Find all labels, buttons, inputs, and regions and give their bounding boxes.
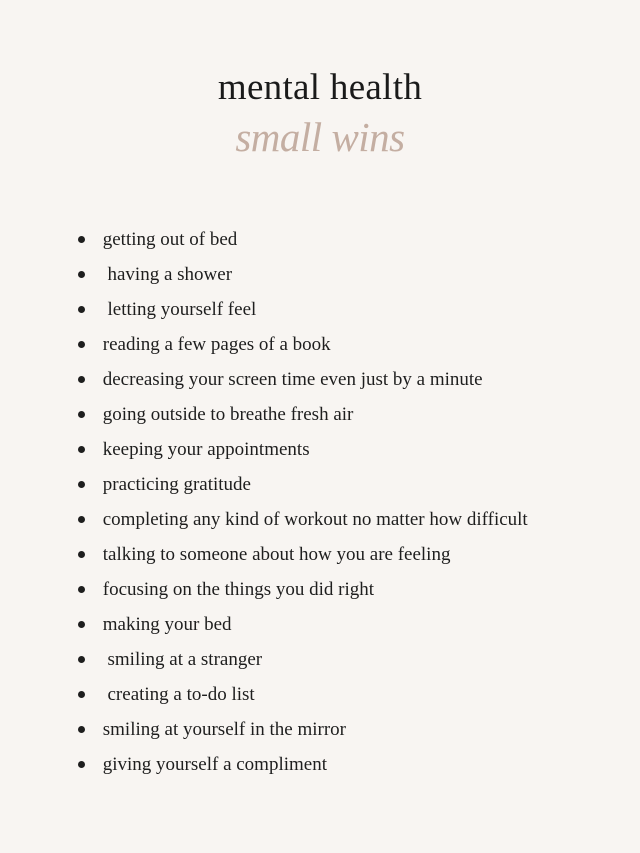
- list-item: [78, 502, 528, 537]
- list-item-text: talking to someone about how you are feeling: [98, 544, 451, 565]
- list-item-text: smiling at a stranger: [98, 649, 263, 670]
- list-item-text: reading a few pages of a book: [98, 334, 331, 355]
- list-item: [78, 607, 528, 642]
- list-item: [78, 537, 528, 572]
- bullet-dot-icon: [78, 691, 85, 698]
- bullet-dot-icon: [78, 376, 85, 383]
- list-item-text: creating a to-do list: [98, 684, 255, 705]
- list-item: [78, 712, 528, 747]
- list-item-text: letting yourself feel: [98, 299, 257, 320]
- bullet-dot-icon: [78, 446, 85, 453]
- list-item: [78, 467, 528, 502]
- bullet-dot-icon: [78, 761, 85, 768]
- list-item: [78, 257, 528, 292]
- small-wins-list: [78, 222, 528, 782]
- list-item-text: keeping your appointments: [98, 439, 310, 460]
- list-item-text: practicing gratitude: [98, 474, 251, 495]
- list-item-text: smiling at yourself in the mirror: [98, 719, 347, 740]
- list-item-text: getting out of bed: [98, 229, 238, 250]
- list-item-text: focusing on the things you did right: [98, 579, 375, 600]
- list-item: [78, 747, 528, 782]
- bullet-dot-icon: [78, 586, 85, 593]
- bullet-dot-icon: [78, 551, 85, 558]
- list-item-text: giving yourself a compliment: [98, 754, 328, 775]
- bullet-dot-icon: [78, 516, 85, 523]
- bullet-dot-icon: [78, 236, 85, 243]
- bullet-dot-icon: [78, 411, 85, 418]
- bullet-dot-icon: [78, 481, 85, 488]
- list-item: [78, 362, 528, 397]
- bullet-dot-icon: [78, 621, 85, 628]
- page-subtitle: small wins: [235, 114, 405, 160]
- bullet-dot-icon: [78, 656, 85, 663]
- bullet-dot-icon: [78, 726, 85, 733]
- bullet-dot-icon: [78, 306, 85, 313]
- list-item: [78, 222, 528, 257]
- list-item: [78, 397, 528, 432]
- list-item: [78, 292, 528, 327]
- list-item-text: completing any kind of workout no matter how difficult: [98, 509, 528, 530]
- bullet-dot-icon: [78, 341, 85, 348]
- list-item: [78, 572, 528, 607]
- page-title: mental health: [217, 67, 423, 108]
- list-item: [78, 432, 528, 467]
- list-item: [78, 642, 528, 677]
- list-item: [78, 677, 528, 712]
- list-item-text: having a shower: [98, 264, 233, 285]
- list-item-text: decreasing your screen time even just by a minute: [98, 369, 483, 390]
- list-item-text: making your bed: [98, 614, 232, 635]
- bullet-dot-icon: [78, 271, 85, 278]
- list-item: [78, 327, 528, 362]
- list-item-text: going outside to breathe fresh air: [98, 404, 354, 425]
